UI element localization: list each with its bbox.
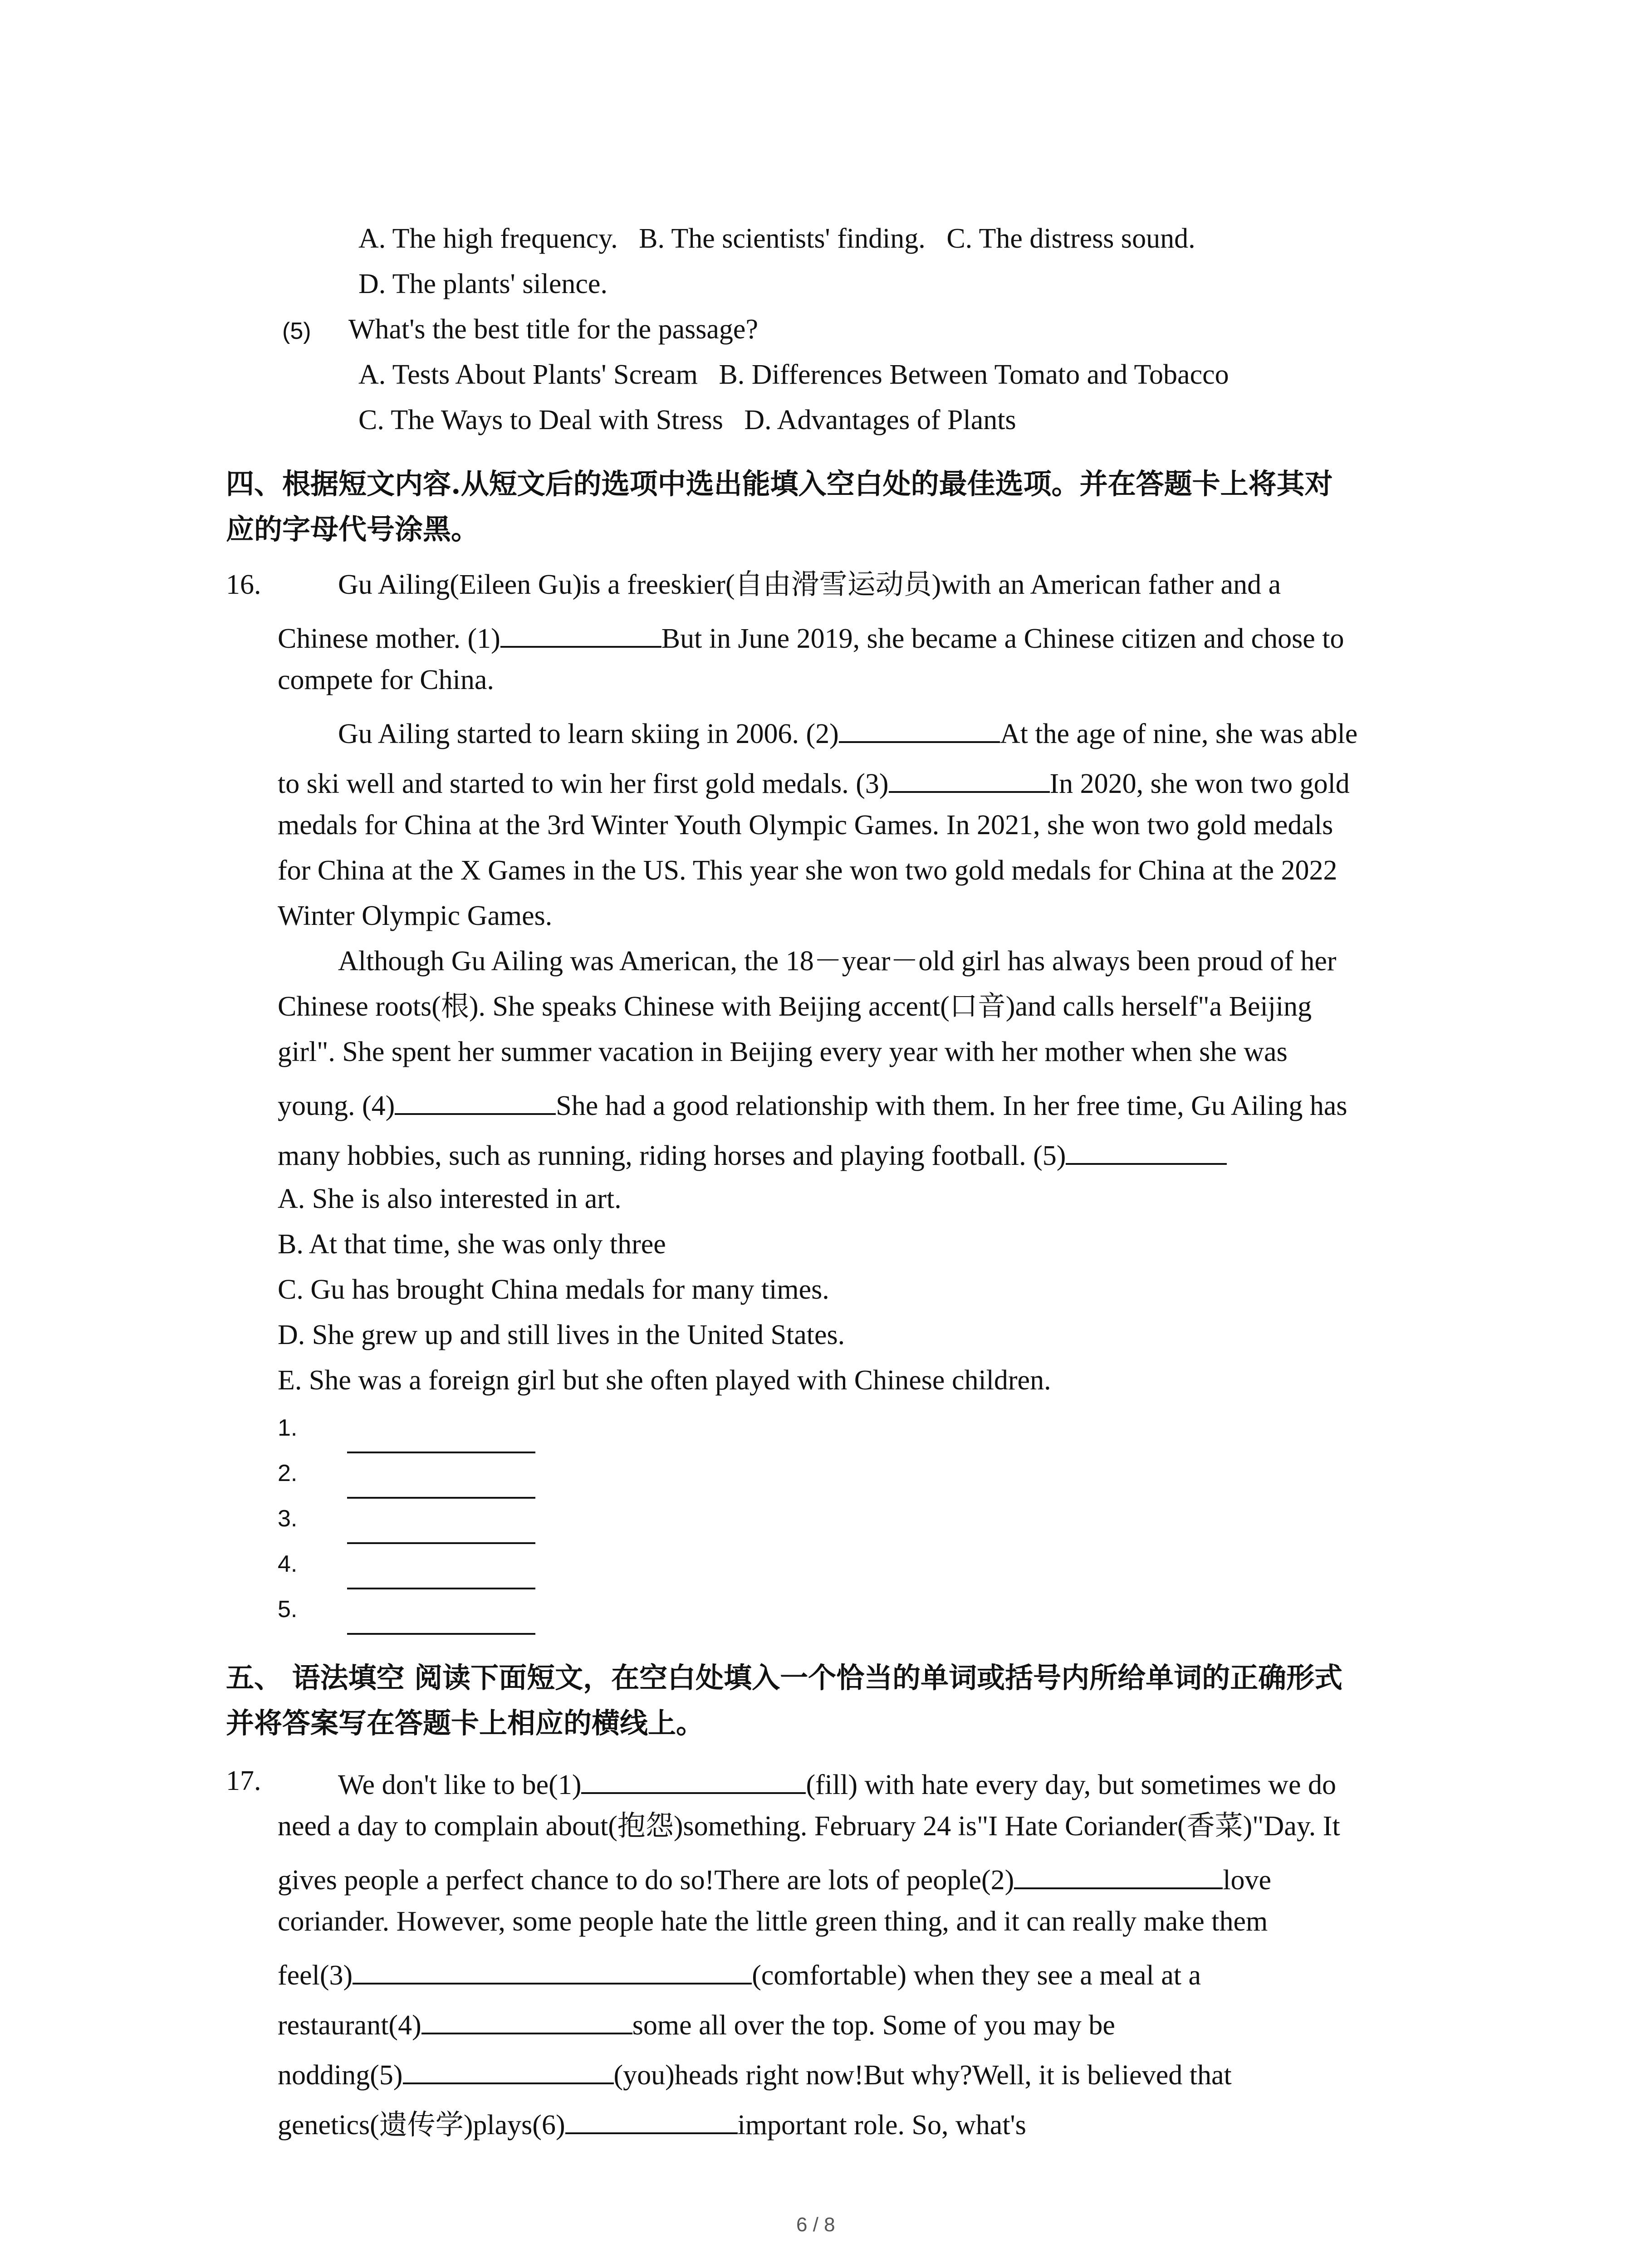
q17-line2: need a day to complain about(抱怨)something. February 24 is"I Hate Coriander(香菜)"Day. It [278,1811,1340,1842]
q17-line5: feel(3) (comfortable) when they see a meal at a [278,1957,1201,1989]
q16-option-c: C. Gu has brought China medals for many times. [278,1274,829,1305]
option-c: C. The Ways to Deal with Stress [358,405,723,435]
answer-line-2[interactable] [347,1495,535,1499]
q17-line8: genetics(遗传学)plays(6) important role. So, what's [278,2107,1026,2139]
option-b: B. Differences Between Tomato and Tobacco [719,359,1229,390]
option-d: D. Advantages of Plants [744,405,1016,435]
option-b: B. The scientists' finding. [639,223,926,254]
q17-blank-4[interactable] [421,2007,632,2034]
q16-p1-line3: compete for China. [278,665,494,695]
answer-line-5[interactable] [347,1631,535,1635]
q16-p2-line4: for China at the X Games in the US. This year she won two gold medals for China at the 2022 [278,855,1337,886]
section5-heading-line1: 五、 语法填空 阅读下面短文，在空白处填入一个恰当的单词或括号内所给单词的正确形式 [226,1661,1343,1694]
q15-5-number: (5) [282,318,311,344]
option-a: A. Tests About Plants' Scream [358,359,698,390]
q16-p2-line5: Winter Olympic Games. [278,900,553,931]
answer-number-1: 1. [278,1415,298,1441]
q16-p1-line1: Gu Ailing(Eileen Gu)is a freeskier(自由滑雪运动员)with an American father and a [338,569,1281,600]
q17-number: 17. [226,1765,261,1796]
option-c: C. The distress sound. [946,223,1195,254]
answer-line-4[interactable] [347,1586,535,1589]
section4-heading-line2: 应的字母代号涂黑。 [226,513,480,546]
q16-option-b: B. At that time, she was only three [278,1229,666,1260]
q16-number: 16. [226,569,261,600]
blank-5[interactable] [1066,1138,1227,1165]
blank-2[interactable] [839,716,1000,743]
q16-p3-line2: Chinese roots(根). She speaks Chinese with Beijing accent(口音)and calls herself"a Beijing [278,991,1312,1022]
q17-line4: coriander. However, some people hate the little green thing, and it can really make them [278,1906,1268,1937]
q15-5-options-ab [358,361,1229,389]
q16-p3-line4: young. (4) She had a good relationship with them. In her free time, Gu Ailing has [278,1088,1347,1120]
q15-5-question: What's the best title for the passage? [348,314,758,345]
answer-line-3[interactable] [347,1540,535,1544]
q16-p3-line5: many hobbies, such as running, riding horses and playing football. (5) [278,1138,1227,1170]
q16-p3-line1: Although Gu Ailing was American, the 18－year－old girl has always been proud of her [338,946,1337,977]
q16-option-d: D. She grew up and still lives in the United States. [278,1320,845,1350]
blank-1[interactable] [500,621,661,648]
q16-p3-line3: girl". She spent her summer vacation in Beijing every year with her mother when she was [278,1036,1288,1067]
blank-3[interactable] [889,766,1050,793]
q16-p2-line3: medals for China at the 3rd Winter Youth Olympic Games. In 2021, she won two gold medals [278,810,1333,841]
q15-4-option-d: D. The plants' silence. [358,269,607,299]
q17-blank-6[interactable] [565,2107,738,2134]
q17-blank-1[interactable] [581,1767,806,1794]
option-a: A. The high frequency. [358,223,618,254]
q17-line7: nodding(5) (you)heads right now!But why?Well, it is believed that [278,2057,1232,2089]
q17-line6: restaurant(4) some all over the top. Some of you may be [278,2007,1115,2039]
q17-blank-3[interactable] [353,1957,752,1984]
answer-number-5: 5. [278,1596,298,1623]
q17-line1: We don't like to be(1) (fill) with hate every day, but sometimes we do [338,1767,1336,1799]
section4-heading-line1: 四、根据短文内容.从短文后的选项中选出能填入空白处的最佳选项。并在答题卡上将其对 [226,467,1333,500]
q17-line3: gives people a perfect chance to do so!There are lots of people(2) love [278,1862,1271,1894]
answer-line-1[interactable] [347,1450,535,1453]
answer-number-2: 2. [278,1460,298,1486]
q17-blank-2[interactable] [1014,1862,1223,1889]
q16-p1-line2: Chinese mother. (1) But in June 2019, she became a Chinese citizen and chose to [278,621,1344,653]
q16-p2-line1: Gu Ailing started to learn skiing in 2006. (2) At the age of nine, she was able [338,716,1357,748]
blank-4[interactable] [395,1088,556,1115]
section5-heading-line2: 并将答案写在答题卡上相应的横线上。 [226,1706,705,1740]
page-number: 6 / 8 [796,2214,835,2236]
q16-option-a: A. She is also interested in art. [278,1183,622,1214]
q16-p2-line2: to ski well and started to win her first gold medals. (3) In 2020, she won two gold [278,766,1350,798]
q16-option-e: E. She was a foreign girl but she often played with Chinese children. [278,1365,1051,1396]
q15-4-options-abc [358,225,1195,253]
answer-number-4: 4. [278,1551,298,1577]
q17-blank-5[interactable] [403,2057,614,2084]
q15-5-options-cd [358,406,1016,434]
answer-number-3: 3. [278,1505,298,1532]
